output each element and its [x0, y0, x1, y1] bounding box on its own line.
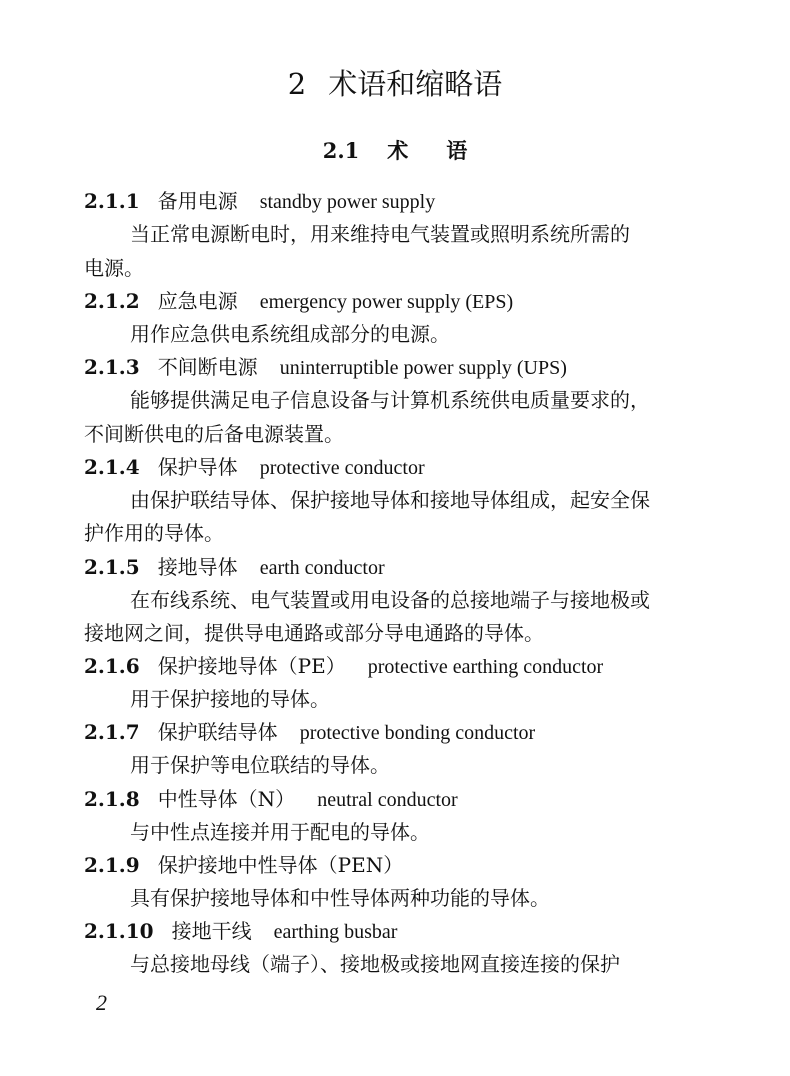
page-number: 2	[96, 990, 107, 1015]
term-heading-2-1-5	[84, 553, 724, 582]
term-definition-line: 能够提供满足电子信息设备与计算机系统供电质量要求的，	[130, 388, 650, 412]
term-number: 2.1.7	[84, 720, 140, 744]
term-chinese: 接地导体	[157, 555, 238, 579]
term-chinese: 保护联结导体	[157, 720, 278, 744]
term-definition-line: 在布线系统、电气装置或用电设备的总接地端子与接地极或	[130, 588, 650, 612]
term-english: protective earthing conductor	[367, 656, 604, 678]
term-definition-line: 具有保护接地导体和中性导体两种功能的导体。	[130, 886, 550, 910]
term-heading-2-1-6	[84, 652, 724, 681]
section-title-char-1: 术	[387, 138, 409, 163]
term-definition-line: 用作应急供电系统组成部分的电源。	[130, 322, 450, 346]
chapter-title-text: 术语和缩略语	[328, 67, 503, 101]
term-chinese: 不间断电源	[157, 355, 258, 379]
term-number: 2.1.3	[84, 355, 140, 379]
term-definition-line: 电源。	[84, 256, 144, 280]
term-heading-2-1-8	[84, 785, 724, 814]
term-definition-line: 由保护联结导体、保护接地导体和接地导体组成，起安全保	[130, 488, 650, 512]
term-heading-2-1-3	[84, 353, 724, 382]
term-chinese: 接地干线	[171, 919, 252, 943]
term-heading-2-1-1	[84, 187, 724, 216]
term-definition-line: 不间断供电的后备电源装置。	[84, 422, 344, 446]
term-definition-line: 与总接地母线（端子）、接地极或接地网直接连接的保护	[130, 952, 620, 976]
term-definition-line: 护作用的导体。	[84, 521, 224, 545]
term-definition-line: 当正常电源断电时，用来维持电气装置或照明系统所需的	[130, 222, 630, 246]
term-chinese: 中性导体（N）	[157, 787, 296, 811]
term-definition-line: 用于保护等电位联结的导体。	[130, 753, 390, 777]
term-number: 2.1.8	[84, 787, 140, 811]
chapter-title	[0, 62, 790, 106]
term-chinese: 保护接地导体（PE）	[157, 654, 346, 678]
term-chinese: 保护导体	[157, 455, 238, 479]
term-english: uninterruptible power supply (UPS)	[279, 357, 567, 379]
term-definition-line: 用于保护接地的导体。	[130, 687, 330, 711]
term-heading-2-1-10	[84, 917, 724, 946]
term-number: 2.1.5	[84, 555, 140, 579]
term-number: 2.1.9	[84, 853, 140, 877]
term-chinese: 保护接地中性导体（PEN）	[157, 853, 404, 877]
term-english: earth conductor	[259, 557, 385, 579]
term-english: protective bonding conductor	[299, 722, 536, 744]
term-heading-2-1-9	[84, 851, 724, 879]
term-definition-line: 接地网之间，提供导电通路或部分导电通路的导体。	[84, 621, 544, 645]
term-definition-line: 与中性点连接并用于配电的导体。	[130, 820, 430, 844]
term-number: 2.1.2	[84, 289, 140, 313]
term-number: 2.1.10	[84, 919, 154, 943]
term-english: emergency power supply (EPS)	[259, 291, 514, 313]
term-heading-2-1-4	[84, 453, 724, 482]
term-chinese: 备用电源	[157, 189, 238, 213]
term-heading-2-1-2	[84, 287, 724, 316]
section-title-char-2: 语	[446, 138, 468, 163]
term-number: 2.1.4	[84, 455, 140, 479]
term-heading-2-1-7	[84, 718, 724, 747]
term-english: protective conductor	[259, 457, 425, 479]
term-english: earthing busbar	[273, 921, 398, 943]
section-title	[0, 136, 790, 166]
term-chinese: 应急电源	[157, 289, 238, 313]
term-number: 2.1.6	[84, 654, 140, 678]
term-english: standby power supply	[259, 191, 436, 213]
term-number: 2.1.1	[84, 189, 140, 213]
section-number: 2.1	[322, 138, 360, 163]
term-english: neutral conductor	[317, 789, 458, 811]
chapter-number: 2	[287, 67, 307, 101]
